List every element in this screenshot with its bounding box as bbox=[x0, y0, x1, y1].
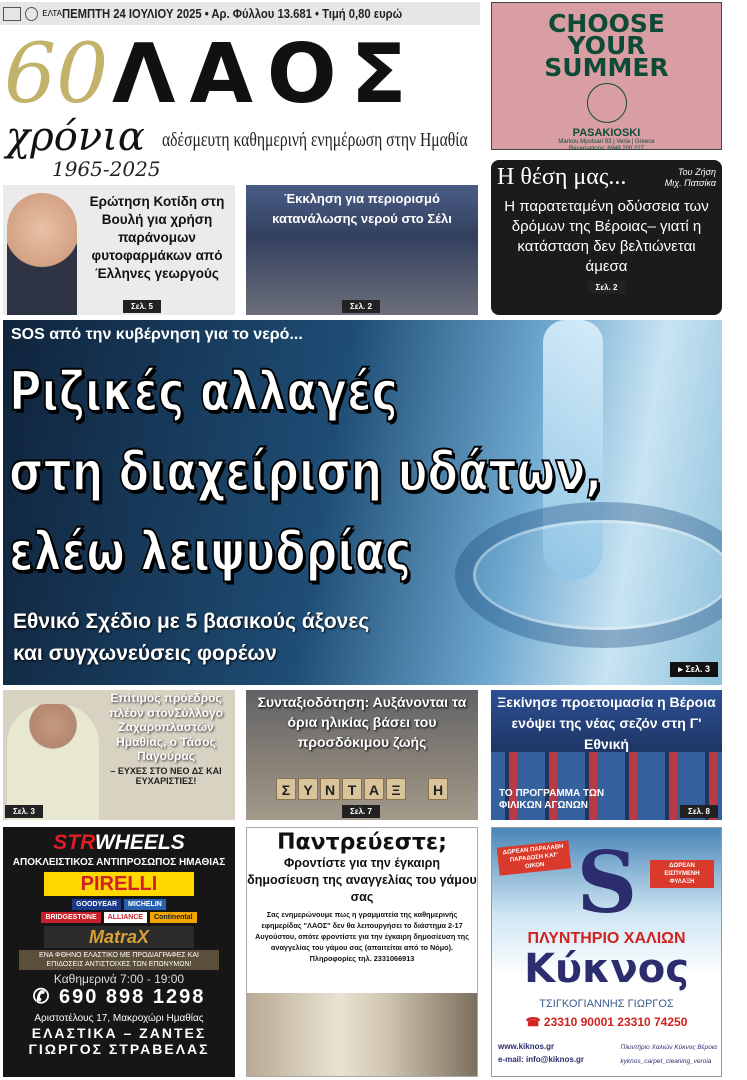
permit-icon bbox=[3, 7, 21, 21]
story-veria-football[interactable] bbox=[491, 690, 722, 820]
editorial-title: Η θέση μας... bbox=[497, 164, 627, 190]
ad-text: ΕΝΑ ΦΘΗΝΟ ΕΛΑΣΤΙΚΟ ΜΕ ΠΡΟΔΙΑΓΡΑΦΕΣ ΚΑΙ ΕΠΙΔΟΣΕΙΣ ΑΝΤΙΣΤΟΙΧΕΣ ΤΩΝ ΕΠΩΝΥΜΩΝ! bbox=[19, 950, 219, 970]
ad-title: Παντρεύεστε; bbox=[277, 830, 447, 855]
tile: Τ bbox=[342, 778, 362, 800]
tile: Σ bbox=[276, 778, 296, 800]
story-pagouras[interactable] bbox=[3, 690, 235, 820]
ad-website: www.kiknos.gr bbox=[498, 1042, 555, 1051]
issue-date: ΠΕΜΠΤΗ 24 ΙΟΥΛΙΟΥ 2025 • Αρ. Φύλλου 13.681 • Τιμή 0,80 ευρώ bbox=[62, 6, 403, 21]
ad-owner: ΤΣΙΓΚΟΓΙΑΝΝΗΣ ΓΙΩΡΓΟΣ bbox=[539, 998, 674, 1010]
brand-logo: BRIDGESTONE bbox=[41, 912, 100, 923]
brand-logo: GOODYEAR bbox=[72, 899, 121, 910]
ad-strwheels[interactable] bbox=[3, 827, 235, 1077]
ad-kyknos[interactable] bbox=[491, 827, 722, 1077]
story-title: Συνταξιοδότηση: Αυξάνονται τα όρια ηλικίας βάσει του προσδόκιμου ζωής bbox=[257, 694, 467, 750]
ad-line: SUMMER bbox=[544, 53, 669, 82]
author-block bbox=[665, 167, 716, 189]
ad-address: Markou Mpotsari 93 | Veria | Greece bbox=[558, 139, 655, 145]
story-note: ΤΟ ΠΡΟΓΡΑΜΜΑ ΤΩΝ ΦΙΛΙΚΩΝ ΑΓΩΝΩΝ bbox=[499, 788, 605, 811]
ad-footer: ΕΛΑΣΤΙΚΑ – ΖΑΝΤΕΣ bbox=[31, 1025, 207, 1041]
masthead[interactable] bbox=[0, 25, 480, 180]
lead-subhead bbox=[13, 606, 369, 670]
headline-line: Ριζικές αλλαγές bbox=[9, 360, 398, 423]
subhead-line: και συγχωνεύσεις φορέων bbox=[13, 642, 277, 665]
ad-instagram: kyknos_carpet_cleaning_veroia bbox=[620, 1058, 712, 1065]
tile: Ξ bbox=[386, 778, 406, 800]
page-ref: ▸ Σελ. 3 bbox=[670, 662, 718, 677]
pirelli-logo: PIRELLI bbox=[44, 872, 194, 896]
ad-phone: ✆ 690 898 1298 bbox=[32, 986, 206, 1008]
author: Του Ζήση bbox=[677, 166, 716, 177]
story-title: Επίτιμος πρόεδρος πλέον στονΣύλλογο Ζαχαροπλαστών Ημαθίας, ο Τάσος Παγούρας bbox=[108, 691, 224, 763]
emblem-icon bbox=[587, 83, 627, 123]
newspaper-logo: ΛΑΟΣ bbox=[112, 27, 421, 122]
postal-logos bbox=[0, 7, 62, 21]
brand-logo: Continental bbox=[150, 912, 197, 923]
page-ref: Σελ. 8 bbox=[680, 805, 718, 818]
brand-logo: MICHELIN bbox=[124, 899, 166, 910]
seal-icon bbox=[25, 7, 38, 21]
editorial-box[interactable] bbox=[491, 160, 722, 315]
page-ref: Σελ. 2 bbox=[342, 300, 380, 313]
ad-wedding-notice[interactable] bbox=[246, 827, 478, 1077]
ad-hours: Καθημερινά 7:00 - 19:00 bbox=[53, 972, 185, 986]
subhead-line: Εθνικό Σχέδιο με 5 βασικούς άξονες bbox=[13, 610, 370, 633]
ad-pasakioski[interactable] bbox=[491, 2, 722, 150]
story-seli[interactable] bbox=[246, 185, 478, 315]
story-title: Έκκληση για περιορισμό κατανάλωσης νερού στο Σέλι bbox=[272, 191, 452, 226]
ad-email: e-mail: info@kiknos.gr bbox=[498, 1055, 585, 1064]
author: Μιχ. Πατσίκα bbox=[664, 177, 716, 188]
matrax-logo: MatraX bbox=[44, 926, 194, 948]
ad-line: YOUR bbox=[567, 31, 646, 60]
ad-address: Αριστοτέλους 17, Μακροχώρι Ημαθίας bbox=[34, 1013, 204, 1024]
tile: Η bbox=[428, 778, 448, 800]
strwheels-logo bbox=[3, 831, 235, 855]
page-ref: Σελ. 7 bbox=[342, 805, 380, 818]
story-text bbox=[97, 691, 235, 787]
story-pension[interactable] bbox=[246, 690, 478, 820]
tile: Υ bbox=[298, 778, 318, 800]
ad-phone: ☎ 23310 90001 23310 74250 bbox=[525, 1015, 688, 1029]
lead-headline bbox=[9, 352, 602, 592]
editorial-headline: Η παρατεταμένη οδύσσεια των δρόμων της Βέροιας– γιατί η κατάσταση δεν βελτιώνεται άμεσα bbox=[504, 198, 709, 275]
page-ref: Σελ. 3 bbox=[5, 805, 43, 818]
headline-line: στη διαχείριση υδάτων, bbox=[9, 440, 603, 503]
ad-footer: ΓΙΩΡΓΟΣ ΣΤΡΑΒΕΛΑΣ bbox=[28, 1041, 210, 1057]
ad-line: CHOOSE bbox=[548, 9, 665, 38]
tile: Α bbox=[364, 778, 384, 800]
ad-body: Σας ενημερώνουμε πως η γραμματεία της καθημερινής εφημερίδας "ΛΑΟΣ" δεν θα λειτουργήσει το διάστημα 2-17 Αυγούστου, οπότε φροντίστε για την έγκαιρη δημοσίευση της αναγγελίας του γάμου σας (απαιτείται από το Νόμο). Πληροφορίες τηλ. 2331066913 bbox=[255, 910, 469, 963]
headline-line: ελέω λειψυδρίας bbox=[9, 520, 412, 583]
story-kotidis[interactable] bbox=[3, 185, 235, 315]
portrait-photo bbox=[7, 193, 77, 315]
ad-brand: Κύκνος bbox=[524, 946, 689, 992]
tagline: αδέσμευτη καθημερινή ενημέρωση στην Ημαθία bbox=[162, 129, 468, 151]
logo-part: WHEELS bbox=[94, 831, 185, 854]
letter-tiles bbox=[276, 778, 448, 800]
ad-business-type: ΠΛΥΝΤΗΡΙΟ ΧΑΛΙΩΝ bbox=[527, 930, 686, 947]
ad-phone: Reservations: 6948 200 227 bbox=[568, 146, 645, 152]
brand-logo: ALLIANCE bbox=[104, 912, 147, 923]
wedding-photo bbox=[247, 993, 478, 1077]
anniversary-years: 1965-2025 bbox=[52, 157, 161, 181]
ad-ribbon: ΔΩΡΕΑΝ ΕΙΣΠΥΜΕΝΗ ΦΥΛΑΞΗ bbox=[650, 860, 714, 888]
anniversary-number: 60 bbox=[4, 27, 109, 122]
ad-ribbon: ΔΩΡΕΑΝ ΠΑΡΑΛΑΒΗ ΠΑΡΑΔΟΣΗ ΚΑΤ' ΟΙΚΟΝ bbox=[497, 840, 572, 875]
page-ref: Σελ. 2 bbox=[588, 281, 626, 294]
story-title: Ερώτηση Κοτίδη στη Βουλή για χρήση παράνομων φυτοφαρμάκων από Έλληνες γεωργούς bbox=[89, 194, 225, 281]
ad-text: ΑΠΟΚΛΕΙΣΤΙΚΟΣ ΑΝΤΙΠΡΟΣΩΠΟΣ ΗΜΑΘΙΑΣ bbox=[12, 857, 226, 868]
lead-story[interactable] bbox=[3, 320, 722, 685]
issue-date-wrap bbox=[62, 7, 480, 21]
ad-brand: PASAKIOSKI bbox=[572, 127, 641, 139]
story-note: – ΕΥΧΕΣ ΣΤΟ ΝΕΟ ΔΣ ΚΑΙ ΕΥΧΑΡΙΣΤΙΕΣ! bbox=[110, 765, 222, 786]
lead-kicker: SOS από την κυβέρνηση για το νερό... bbox=[11, 326, 303, 343]
swan-logo-icon: S bbox=[576, 833, 638, 932]
elta-logo: ΕΛΤΑ bbox=[42, 9, 62, 18]
date-bar bbox=[0, 2, 480, 25]
ad-facebook: Πλυντήριο Χαλιών Κύκνος Βέροια bbox=[620, 1044, 717, 1051]
ad-subtitle: Φροντίστε για την έγκαιρη δημοσίευση της αναγγελίας του γάμου σας bbox=[247, 856, 477, 904]
logo-part: STR bbox=[53, 831, 95, 854]
anniversary-word: χρόνια bbox=[6, 114, 145, 160]
story-title: Ξεκίνησε προετοιμασία η Βέροια ενόψει της νέας σεζόν στη Γ' Εθνική bbox=[497, 694, 716, 752]
portrait-photo bbox=[7, 704, 99, 820]
page-ref: Σελ. 5 bbox=[123, 300, 161, 313]
tile: Ν bbox=[320, 778, 340, 800]
